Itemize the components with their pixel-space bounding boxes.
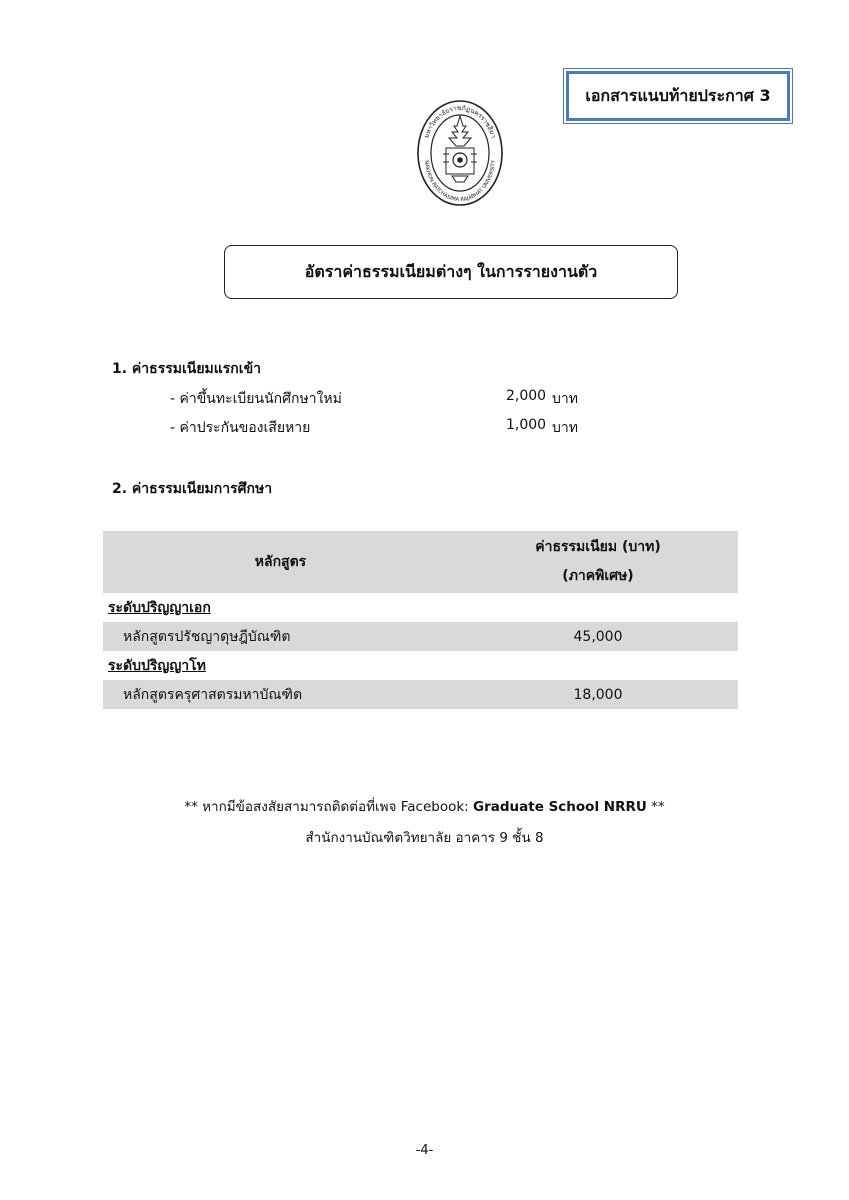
program-name: หลักสูตรปรัชญาดุษฎีบัณฑิต: [123, 628, 291, 645]
table-level-row-doctoral: ระดับปริญญาเอก: [108, 599, 211, 616]
fee-item-registration-amount: 2,000: [506, 388, 547, 404]
table-row: [103, 622, 738, 651]
contact-suffix: **: [646, 799, 665, 815]
table-header: [103, 531, 738, 593]
seal-text-bottom: NAKHON RATCHASIMA RAJABHAT UNIVERSITY: [423, 160, 497, 204]
program-fee: 18,000: [573, 686, 623, 703]
contact-prefix: ** หากมีข้อสงสัยสามารถติดต่อที่เพจ Facebook:: [184, 799, 474, 815]
program-fee: 45,000: [573, 628, 623, 645]
svg-text:NAKHON RATCHASIMA RAJABHAT UNI: [423, 159, 497, 203]
column-header-fee-line2: (ภาคพิเศษ): [562, 568, 634, 584]
table-level-row-masters: ระดับปริญญาโท: [108, 657, 206, 674]
svg-text:มหาวิทยาลัยราชภัฏนครราชสีมา: [422, 104, 497, 140]
column-header-fee: [458, 531, 738, 593]
facebook-page-name: Graduate School NRRU: [473, 799, 647, 815]
university-seal-icon: [416, 96, 504, 206]
page-title: อัตราค่าธรรมเนียมต่างๆ ในการรายงานตัว: [304, 261, 598, 281]
fee-item-registration-label: - ค่าขึ้นทะเบียนนักศึกษาใหม่: [170, 391, 342, 407]
section-entry-fees-heading: 1. ค่าธรรมเนียมแรกเข้า: [112, 361, 261, 377]
fee-item-damage-deposit-amount: 1,000: [506, 417, 547, 433]
program-name: หลักสูตรครุศาสตรมหาบัณฑิต: [123, 686, 303, 703]
fee-item-registration-unit: บาท: [552, 391, 578, 407]
fee-item-damage-deposit-label: - ค่าประกันของเสียหาย: [170, 420, 311, 436]
page-number: -4-: [415, 1143, 434, 1158]
contact-note: [0, 795, 849, 817]
column-header-program: หลักสูตร: [254, 554, 307, 570]
column-header-fee-line1: ค่าธรรมเนียม (บาท): [535, 539, 661, 555]
table-row: [103, 680, 738, 709]
section-tuition-fees-heading: 2. ค่าธรรมเนียมการศึกษา: [112, 481, 273, 497]
office-location: สำนักงานบัณฑิตวิทยาลัย อาคาร 9 ชั้น 8: [305, 830, 544, 846]
fee-item-damage-deposit-unit: บาท: [552, 420, 578, 436]
document-attachment-label: เอกสารแนบท้ายประกาศ 3: [585, 85, 771, 105]
document-attachment-tag: [566, 71, 790, 121]
seal-text-top: มหาวิทยาลัยราชภัฏนครราชสีมา: [422, 103, 498, 140]
tuition-fee-table: [103, 531, 738, 709]
page-title-box: [224, 245, 678, 299]
